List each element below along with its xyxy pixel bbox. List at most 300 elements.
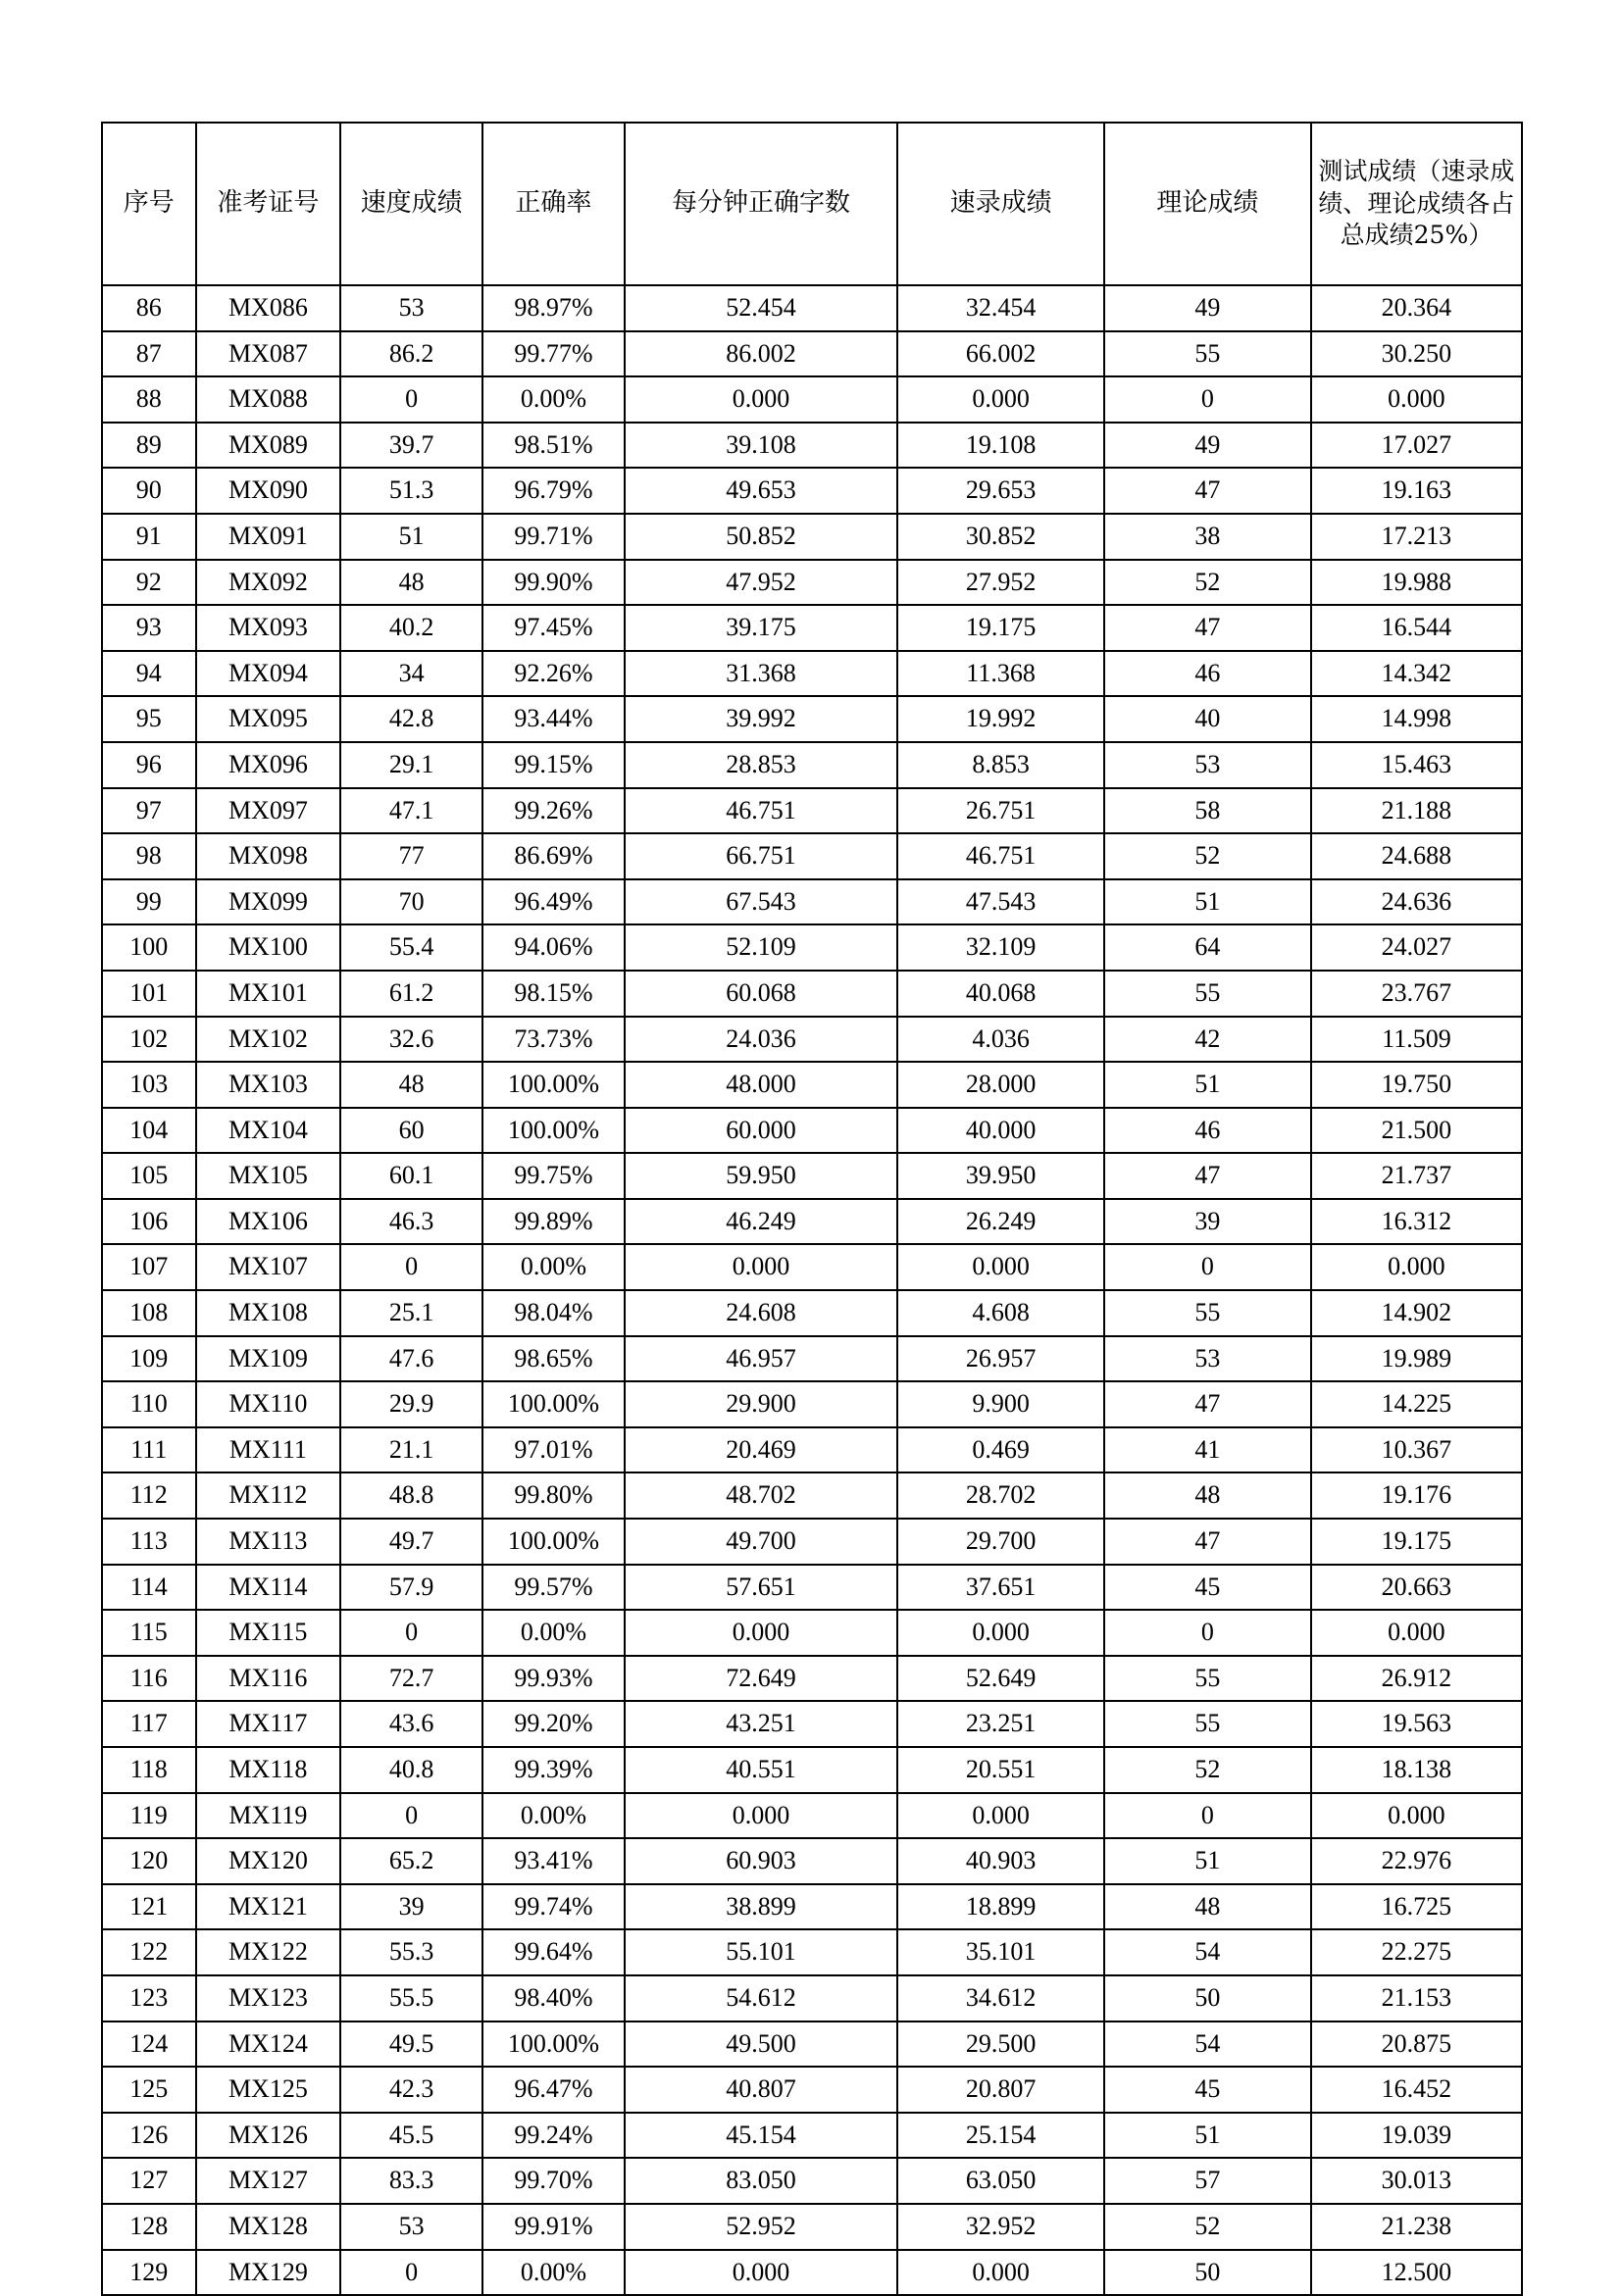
cell-test-total-score: 22.976: [1311, 1838, 1522, 1884]
cell-sequence: 126: [102, 2113, 196, 2159]
cell-stenography-score: 20.807: [897, 2067, 1104, 2113]
cell-cpm: 72.649: [625, 1656, 897, 1702]
table-row: [102, 1701, 1522, 1747]
cell-ticket-number: MX127: [196, 2158, 341, 2204]
cell-stenography-score: 34.612: [897, 1975, 1104, 2021]
cell-sequence: 129: [102, 2250, 196, 2296]
table-row: [102, 1838, 1522, 1884]
cell-cpm: 31.368: [625, 651, 897, 697]
table-row: [102, 1062, 1522, 1108]
cell-theory-score: 45: [1104, 2067, 1311, 2113]
cell-stenography-score: 4.608: [897, 1290, 1104, 1336]
cell-accuracy: 99.15%: [482, 742, 625, 788]
cell-accuracy: 0.00%: [482, 2250, 625, 2296]
cell-accuracy: 97.01%: [482, 1427, 625, 1473]
cell-speed-score: 72.7: [340, 1656, 482, 1702]
cell-sequence: 91: [102, 514, 196, 560]
cell-speed-score: 48: [340, 560, 482, 606]
cell-speed-score: 42.8: [340, 696, 482, 742]
cell-theory-score: 0: [1104, 376, 1311, 423]
cell-stenography-score: 32.454: [897, 285, 1104, 331]
score-sheet: [101, 122, 1523, 2296]
cell-theory-score: 0: [1104, 1793, 1311, 1839]
cell-test-total-score: 19.039: [1311, 2113, 1522, 2159]
cell-cpm: 28.853: [625, 742, 897, 788]
cell-theory-score: 50: [1104, 2250, 1311, 2296]
cell-sequence: 121: [102, 1884, 196, 1930]
table-row: [102, 2067, 1522, 2113]
cell-stenography-score: 0.000: [897, 1610, 1104, 1656]
cell-ticket-number: MX102: [196, 1017, 341, 1063]
cell-stenography-score: 52.649: [897, 1656, 1104, 1702]
cell-accuracy: 98.65%: [482, 1336, 625, 1382]
cell-accuracy: 99.77%: [482, 331, 625, 377]
cell-test-total-score: 15.463: [1311, 742, 1522, 788]
cell-accuracy: 86.69%: [482, 833, 625, 879]
cell-theory-score: 53: [1104, 1336, 1311, 1382]
cell-stenography-score: 37.651: [897, 1565, 1104, 1611]
cell-stenography-score: 20.551: [897, 1747, 1104, 1793]
cell-sequence: 120: [102, 1838, 196, 1884]
cell-sequence: 127: [102, 2158, 196, 2204]
cell-cpm: 49.700: [625, 1519, 897, 1565]
cell-test-total-score: 19.563: [1311, 1701, 1522, 1747]
cell-stenography-score: 19.108: [897, 423, 1104, 469]
cell-cpm: 24.036: [625, 1017, 897, 1063]
cell-accuracy: 92.26%: [482, 651, 625, 697]
cell-ticket-number: MX110: [196, 1381, 341, 1427]
cell-sequence: 117: [102, 1701, 196, 1747]
cell-stenography-score: 25.154: [897, 2113, 1104, 2159]
cell-speed-score: 57.9: [340, 1565, 482, 1611]
cell-speed-score: 0: [340, 2250, 482, 2296]
cell-sequence: 110: [102, 1381, 196, 1427]
cell-test-total-score: 19.750: [1311, 1062, 1522, 1108]
cell-stenography-score: 27.952: [897, 560, 1104, 606]
column-header-cpm: 每分钟正确字数: [625, 123, 897, 285]
table-row: [102, 1975, 1522, 2021]
cell-speed-score: 48: [340, 1062, 482, 1108]
cell-ticket-number: MX105: [196, 1153, 341, 1199]
cell-accuracy: 97.45%: [482, 605, 625, 651]
cell-accuracy: 98.04%: [482, 1290, 625, 1336]
cell-cpm: 46.957: [625, 1336, 897, 1382]
cell-ticket-number: MX095: [196, 696, 341, 742]
cell-test-total-score: 21.153: [1311, 1975, 1522, 2021]
cell-theory-score: 51: [1104, 1838, 1311, 1884]
cell-stenography-score: 0.000: [897, 1244, 1104, 1290]
cell-test-total-score: 0.000: [1311, 1244, 1522, 1290]
cell-speed-score: 60: [340, 1108, 482, 1154]
cell-ticket-number: MX128: [196, 2204, 341, 2250]
cell-stenography-score: 19.992: [897, 696, 1104, 742]
cell-cpm: 50.852: [625, 514, 897, 560]
cell-speed-score: 21.1: [340, 1427, 482, 1473]
cell-test-total-score: 24.688: [1311, 833, 1522, 879]
cell-test-total-score: 20.663: [1311, 1565, 1522, 1611]
cell-cpm: 49.500: [625, 2021, 897, 2068]
cell-cpm: 0.000: [625, 1610, 897, 1656]
cell-speed-score: 42.3: [340, 2067, 482, 2113]
cell-test-total-score: 16.312: [1311, 1199, 1522, 1245]
cell-stenography-score: 0.000: [897, 376, 1104, 423]
table-row: [102, 1519, 1522, 1565]
cell-cpm: 45.154: [625, 2113, 897, 2159]
table-row: [102, 2113, 1522, 2159]
table-row: [102, 2021, 1522, 2068]
cell-test-total-score: 19.176: [1311, 1472, 1522, 1519]
cell-theory-score: 0: [1104, 1610, 1311, 1656]
cell-theory-score: 47: [1104, 1519, 1311, 1565]
cell-speed-score: 39: [340, 1884, 482, 1930]
cell-accuracy: 99.89%: [482, 1199, 625, 1245]
table-row: [102, 1108, 1522, 1154]
cell-theory-score: 40: [1104, 696, 1311, 742]
cell-test-total-score: 21.737: [1311, 1153, 1522, 1199]
cell-test-total-score: 26.912: [1311, 1656, 1522, 1702]
cell-test-total-score: 19.989: [1311, 1336, 1522, 1382]
cell-cpm: 0.000: [625, 1244, 897, 1290]
cell-accuracy: 98.15%: [482, 971, 625, 1017]
cell-stenography-score: 40.000: [897, 1108, 1104, 1154]
cell-cpm: 20.469: [625, 1427, 897, 1473]
cell-speed-score: 49.7: [340, 1519, 482, 1565]
cell-theory-score: 53: [1104, 742, 1311, 788]
cell-test-total-score: 20.364: [1311, 285, 1522, 331]
cell-theory-score: 50: [1104, 1975, 1311, 2021]
cell-ticket-number: MX113: [196, 1519, 341, 1565]
cell-test-total-score: 14.225: [1311, 1381, 1522, 1427]
cell-test-total-score: 11.509: [1311, 1017, 1522, 1063]
cell-theory-score: 49: [1104, 285, 1311, 331]
cell-cpm: 0.000: [625, 376, 897, 423]
cell-ticket-number: MX126: [196, 2113, 341, 2159]
cell-sequence: 107: [102, 1244, 196, 1290]
cell-cpm: 47.952: [625, 560, 897, 606]
cell-cpm: 55.101: [625, 1929, 897, 1975]
cell-ticket-number: MX112: [196, 1472, 341, 1519]
cell-cpm: 52.454: [625, 285, 897, 331]
header-row: [102, 123, 1522, 285]
cell-stenography-score: 29.500: [897, 2021, 1104, 2068]
cell-accuracy: 73.73%: [482, 1017, 625, 1063]
cell-cpm: 52.109: [625, 924, 897, 971]
cell-speed-score: 65.2: [340, 1838, 482, 1884]
cell-theory-score: 41: [1104, 1427, 1311, 1473]
cell-cpm: 60.068: [625, 971, 897, 1017]
cell-test-total-score: 16.544: [1311, 605, 1522, 651]
cell-speed-score: 77: [340, 833, 482, 879]
cell-ticket-number: MX087: [196, 331, 341, 377]
cell-cpm: 40.807: [625, 2067, 897, 2113]
cell-test-total-score: 30.250: [1311, 331, 1522, 377]
cell-sequence: 97: [102, 788, 196, 834]
cell-theory-score: 47: [1104, 1153, 1311, 1199]
table-row: [102, 285, 1522, 331]
column-header-speed-score: 速度成绩: [340, 123, 482, 285]
cell-ticket-number: MX107: [196, 1244, 341, 1290]
cell-theory-score: 51: [1104, 1062, 1311, 1108]
cell-speed-score: 70: [340, 879, 482, 925]
cell-ticket-number: MX094: [196, 651, 341, 697]
cell-theory-score: 51: [1104, 879, 1311, 925]
cell-theory-score: 51: [1104, 2113, 1311, 2159]
cell-accuracy: 99.20%: [482, 1701, 625, 1747]
cell-ticket-number: MX101: [196, 971, 341, 1017]
cell-speed-score: 48.8: [340, 1472, 482, 1519]
cell-sequence: 102: [102, 1017, 196, 1063]
cell-stenography-score: 8.853: [897, 742, 1104, 788]
cell-ticket-number: MX103: [196, 1062, 341, 1108]
cell-accuracy: 99.90%: [482, 560, 625, 606]
cell-theory-score: 46: [1104, 1108, 1311, 1154]
cell-stenography-score: 0.000: [897, 2250, 1104, 2296]
cell-speed-score: 61.2: [340, 971, 482, 1017]
table-row: [102, 2250, 1522, 2296]
cell-stenography-score: 40.903: [897, 1838, 1104, 1884]
cell-theory-score: 39: [1104, 1199, 1311, 1245]
cell-ticket-number: MX122: [196, 1929, 341, 1975]
cell-sequence: 101: [102, 971, 196, 1017]
table-row: [102, 2204, 1522, 2250]
cell-stenography-score: 0.000: [897, 1793, 1104, 1839]
cell-cpm: 46.751: [625, 788, 897, 834]
cell-ticket-number: MX116: [196, 1656, 341, 1702]
cell-speed-score: 40.2: [340, 605, 482, 651]
cell-stenography-score: 32.952: [897, 2204, 1104, 2250]
cell-accuracy: 100.00%: [482, 1381, 625, 1427]
cell-sequence: 108: [102, 1290, 196, 1336]
cell-stenography-score: 29.653: [897, 468, 1104, 514]
cell-cpm: 54.612: [625, 1975, 897, 2021]
cell-sequence: 118: [102, 1747, 196, 1793]
table-row: [102, 423, 1522, 469]
cell-test-total-score: 19.175: [1311, 1519, 1522, 1565]
table-row: [102, 376, 1522, 423]
cell-sequence: 100: [102, 924, 196, 971]
cell-sequence: 104: [102, 1108, 196, 1154]
cell-test-total-score: 19.163: [1311, 468, 1522, 514]
cell-test-total-score: 16.725: [1311, 1884, 1522, 1930]
cell-cpm: 39.175: [625, 605, 897, 651]
cell-ticket-number: MX104: [196, 1108, 341, 1154]
cell-sequence: 89: [102, 423, 196, 469]
cell-ticket-number: MX109: [196, 1336, 341, 1382]
cell-ticket-number: MX120: [196, 1838, 341, 1884]
cell-sequence: 112: [102, 1472, 196, 1519]
cell-test-total-score: 21.188: [1311, 788, 1522, 834]
cell-accuracy: 99.24%: [482, 2113, 625, 2159]
table-row: [102, 1656, 1522, 1702]
cell-speed-score: 55.3: [340, 1929, 482, 1975]
cell-theory-score: 47: [1104, 605, 1311, 651]
cell-sequence: 93: [102, 605, 196, 651]
cell-ticket-number: MX121: [196, 1884, 341, 1930]
cell-speed-score: 34: [340, 651, 482, 697]
cell-theory-score: 58: [1104, 788, 1311, 834]
cell-cpm: 67.543: [625, 879, 897, 925]
table-row: [102, 560, 1522, 606]
cell-speed-score: 25.1: [340, 1290, 482, 1336]
cell-ticket-number: MX086: [196, 285, 341, 331]
cell-sequence: 94: [102, 651, 196, 697]
cell-sequence: 128: [102, 2204, 196, 2250]
cell-speed-score: 49.5: [340, 2021, 482, 2068]
cell-sequence: 92: [102, 560, 196, 606]
cell-stenography-score: 0.469: [897, 1427, 1104, 1473]
cell-accuracy: 99.80%: [482, 1472, 625, 1519]
table-row: [102, 1884, 1522, 1930]
table-row: [102, 742, 1522, 788]
cell-ticket-number: MX099: [196, 879, 341, 925]
cell-sequence: 95: [102, 696, 196, 742]
cell-theory-score: 42: [1104, 1017, 1311, 1063]
cell-cpm: 24.608: [625, 1290, 897, 1336]
cell-cpm: 38.899: [625, 1884, 897, 1930]
cell-accuracy: 0.00%: [482, 376, 625, 423]
cell-theory-score: 64: [1104, 924, 1311, 971]
cell-accuracy: 99.75%: [482, 1153, 625, 1199]
cell-accuracy: 0.00%: [482, 1793, 625, 1839]
cell-speed-score: 29.9: [340, 1381, 482, 1427]
cell-accuracy: 100.00%: [482, 2021, 625, 2068]
cell-theory-score: 45: [1104, 1565, 1311, 1611]
table-row: [102, 1427, 1522, 1473]
table-body: [102, 285, 1522, 2295]
table-row: [102, 1381, 1522, 1427]
cell-test-total-score: 12.500: [1311, 2250, 1522, 2296]
cell-stenography-score: 26.249: [897, 1199, 1104, 1245]
cell-speed-score: 51: [340, 514, 482, 560]
cell-sequence: 123: [102, 1975, 196, 2021]
cell-cpm: 66.751: [625, 833, 897, 879]
cell-speed-score: 83.3: [340, 2158, 482, 2204]
cell-stenography-score: 4.036: [897, 1017, 1104, 1063]
cell-theory-score: 55: [1104, 1656, 1311, 1702]
cell-speed-score: 47.6: [340, 1336, 482, 1382]
column-header-theory-score: 理论成绩: [1104, 123, 1311, 285]
cell-cpm: 52.952: [625, 2204, 897, 2250]
cell-cpm: 48.702: [625, 1472, 897, 1519]
cell-cpm: 0.000: [625, 1793, 897, 1839]
cell-sequence: 96: [102, 742, 196, 788]
cell-sequence: 88: [102, 376, 196, 423]
cell-accuracy: 96.79%: [482, 468, 625, 514]
cell-speed-score: 55.4: [340, 924, 482, 971]
cell-stenography-score: 28.702: [897, 1472, 1104, 1519]
cell-theory-score: 46: [1104, 651, 1311, 697]
cell-accuracy: 99.93%: [482, 1656, 625, 1702]
cell-theory-score: 0: [1104, 1244, 1311, 1290]
cell-cpm: 29.900: [625, 1381, 897, 1427]
cell-test-total-score: 30.013: [1311, 2158, 1522, 2204]
column-header-test-total-score: 测试成绩（速录成绩、理论成绩各占总成绩25%）: [1311, 123, 1522, 285]
cell-sequence: 106: [102, 1199, 196, 1245]
cell-test-total-score: 21.500: [1311, 1108, 1522, 1154]
cell-ticket-number: MX129: [196, 2250, 341, 2296]
cell-test-total-score: 21.238: [1311, 2204, 1522, 2250]
cell-test-total-score: 10.367: [1311, 1427, 1522, 1473]
cell-cpm: 39.992: [625, 696, 897, 742]
cell-ticket-number: MX097: [196, 788, 341, 834]
table-row: [102, 605, 1522, 651]
cell-test-total-score: 0.000: [1311, 1793, 1522, 1839]
cell-theory-score: 38: [1104, 514, 1311, 560]
table-row: [102, 1290, 1522, 1336]
cell-stenography-score: 26.957: [897, 1336, 1104, 1382]
cell-ticket-number: MX111: [196, 1427, 341, 1473]
cell-ticket-number: MX098: [196, 833, 341, 879]
cell-test-total-score: 0.000: [1311, 376, 1522, 423]
cell-ticket-number: MX092: [196, 560, 341, 606]
cell-test-total-score: 19.988: [1311, 560, 1522, 606]
cell-stenography-score: 32.109: [897, 924, 1104, 971]
cell-cpm: 60.000: [625, 1108, 897, 1154]
cell-accuracy: 0.00%: [482, 1610, 625, 1656]
cell-speed-score: 0: [340, 1793, 482, 1839]
cell-test-total-score: 14.342: [1311, 651, 1522, 697]
cell-speed-score: 55.5: [340, 1975, 482, 2021]
cell-theory-score: 55: [1104, 331, 1311, 377]
cell-test-total-score: 20.875: [1311, 2021, 1522, 2068]
table-row: [102, 651, 1522, 697]
cell-theory-score: 57: [1104, 2158, 1311, 2204]
cell-speed-score: 53: [340, 285, 482, 331]
cell-speed-score: 60.1: [340, 1153, 482, 1199]
cell-cpm: 39.108: [625, 423, 897, 469]
table-row: [102, 1929, 1522, 1975]
cell-test-total-score: 23.767: [1311, 971, 1522, 1017]
cell-cpm: 86.002: [625, 331, 897, 377]
cell-sequence: 99: [102, 879, 196, 925]
cell-accuracy: 98.40%: [482, 1975, 625, 2021]
cell-theory-score: 52: [1104, 560, 1311, 606]
cell-ticket-number: MX090: [196, 468, 341, 514]
cell-stenography-score: 46.751: [897, 833, 1104, 879]
column-header-accuracy: 正确率: [482, 123, 625, 285]
cell-accuracy: 93.41%: [482, 1838, 625, 1884]
cell-test-total-score: 24.636: [1311, 879, 1522, 925]
cell-test-total-score: 0.000: [1311, 1610, 1522, 1656]
cell-cpm: 0.000: [625, 2250, 897, 2296]
cell-ticket-number: MX123: [196, 1975, 341, 2021]
cell-test-total-score: 14.902: [1311, 1290, 1522, 1336]
cell-accuracy: 99.26%: [482, 788, 625, 834]
cell-theory-score: 55: [1104, 1290, 1311, 1336]
table-row: [102, 468, 1522, 514]
cell-accuracy: 99.70%: [482, 2158, 625, 2204]
cell-stenography-score: 19.175: [897, 605, 1104, 651]
cell-cpm: 43.251: [625, 1701, 897, 1747]
cell-speed-score: 51.3: [340, 468, 482, 514]
cell-test-total-score: 18.138: [1311, 1747, 1522, 1793]
cell-test-total-score: 24.027: [1311, 924, 1522, 971]
cell-speed-score: 29.1: [340, 742, 482, 788]
cell-stenography-score: 30.852: [897, 514, 1104, 560]
cell-ticket-number: MX106: [196, 1199, 341, 1245]
cell-ticket-number: MX114: [196, 1565, 341, 1611]
cell-speed-score: 45.5: [340, 2113, 482, 2159]
cell-theory-score: 47: [1104, 1381, 1311, 1427]
table-row: [102, 1747, 1522, 1793]
table-row: [102, 971, 1522, 1017]
cell-ticket-number: MX115: [196, 1610, 341, 1656]
cell-accuracy: 93.44%: [482, 696, 625, 742]
cell-theory-score: 49: [1104, 423, 1311, 469]
cell-sequence: 111: [102, 1427, 196, 1473]
cell-stenography-score: 35.101: [897, 1929, 1104, 1975]
column-header-stenography-score: 速录成绩: [897, 123, 1104, 285]
